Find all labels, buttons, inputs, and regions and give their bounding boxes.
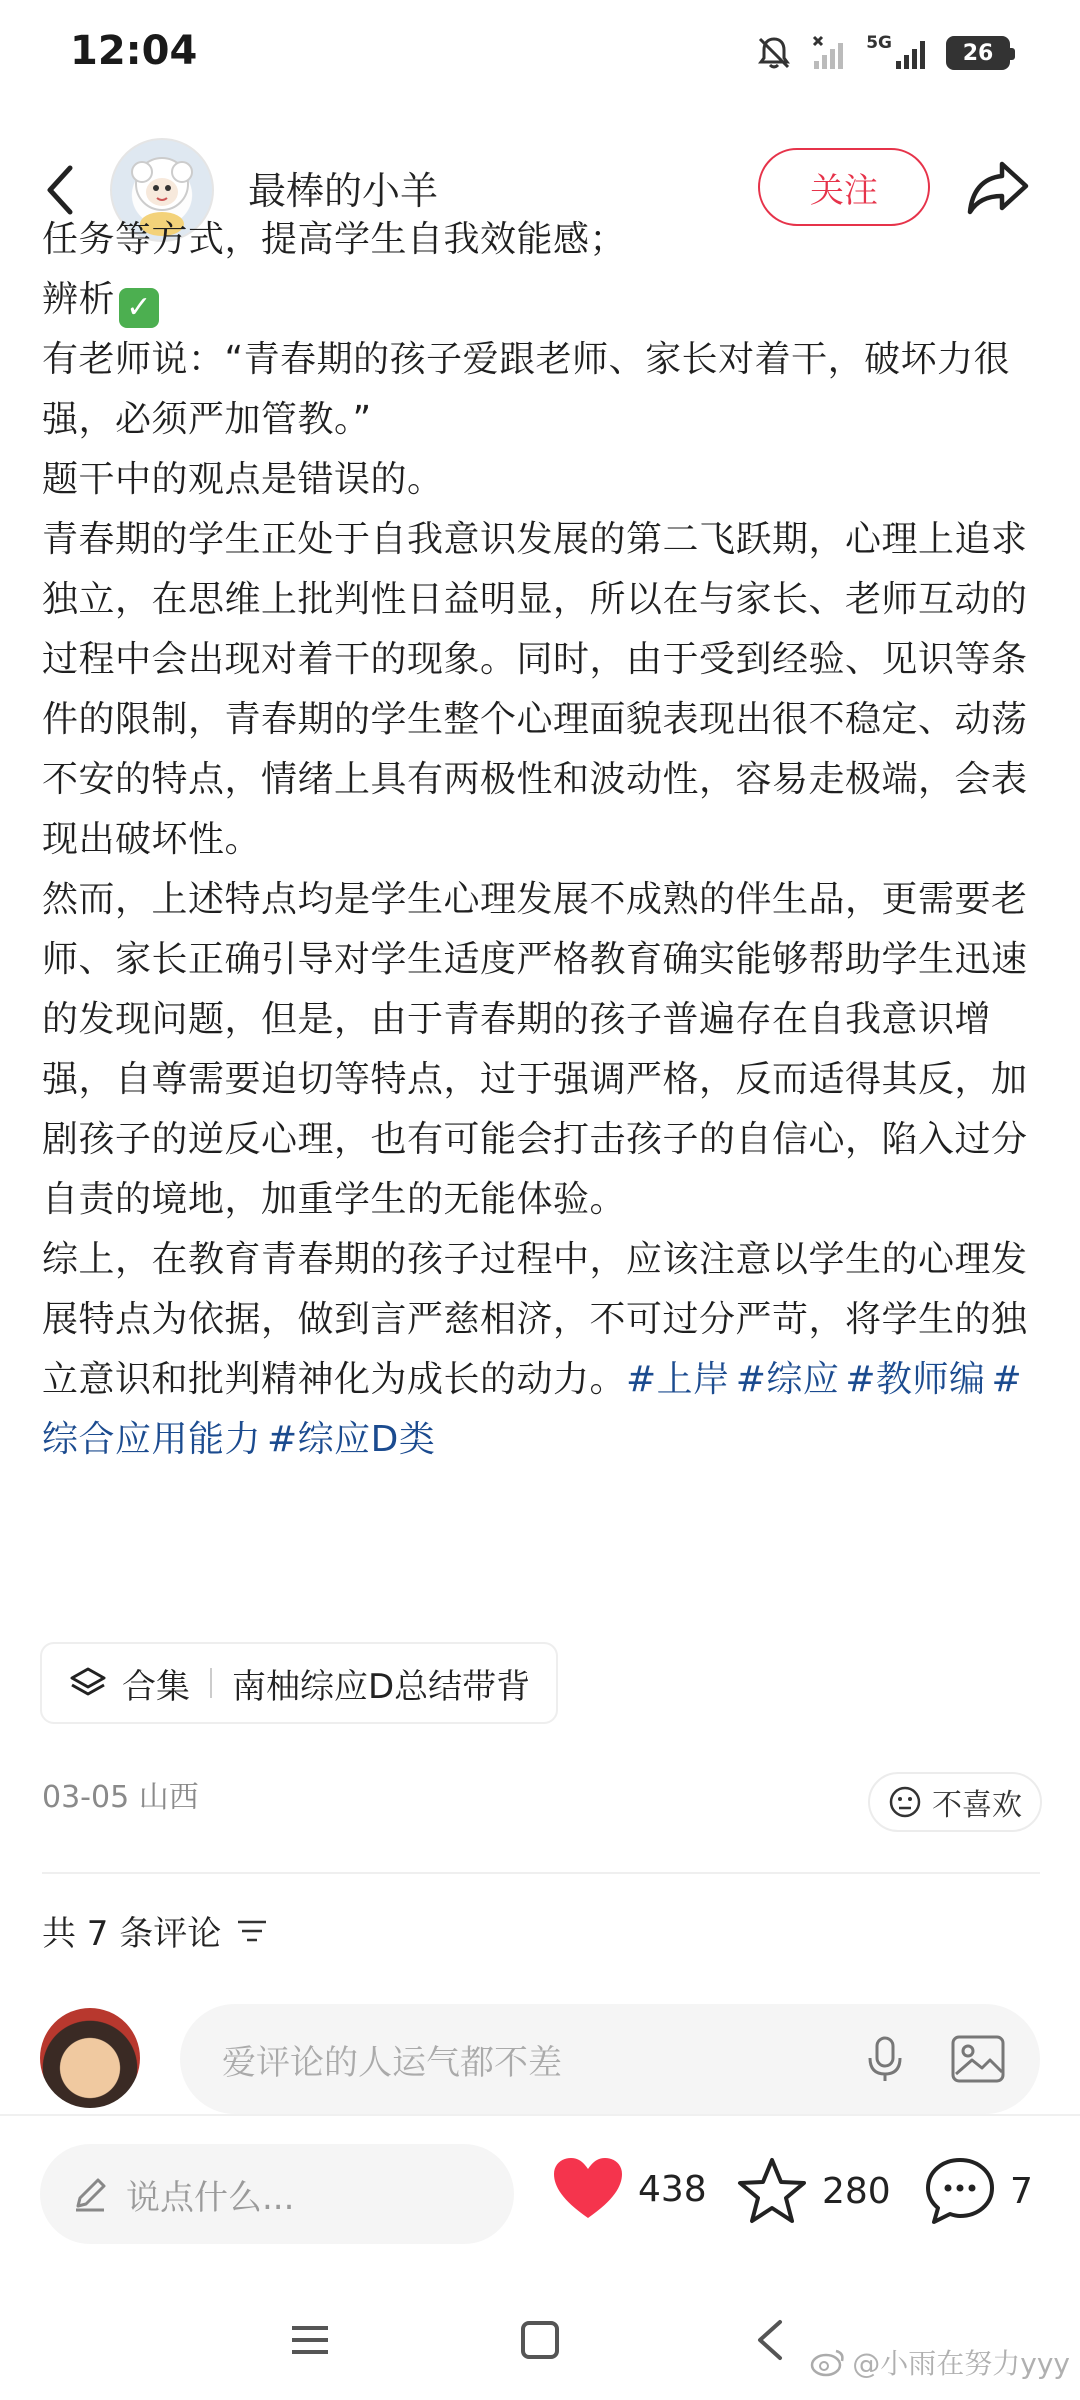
status-icons — [754, 30, 1010, 76]
home-nav-button[interactable] — [510, 2310, 570, 2370]
comment-count-header[interactable] — [42, 1906, 269, 1955]
hamburger-icon — [288, 2320, 332, 2360]
hashtag[interactable]: #综合应用能力 — [42, 1359, 1023, 1460]
action-bar — [0, 2140, 1080, 2250]
watermark — [810, 2342, 1070, 2382]
post-date-location: 03-05 山西 — [42, 1780, 199, 1815]
frown-face-icon — [888, 1785, 922, 1819]
collection-name: 南柚综应D总结带背 — [232, 1666, 531, 1707]
paragraph-quote: 有老师说：“青春期的孩子爱跟老师、家长对着干，破坏力很强，必须严加管教。” — [42, 339, 1011, 440]
mute-bell-icon — [754, 33, 794, 73]
status-time: 12:04 — [70, 28, 198, 74]
comment-count: 7 — [1010, 2170, 1033, 2212]
sort-icon — [235, 1916, 269, 1946]
collection-divider — [210, 1668, 212, 1698]
author-name[interactable]: 最棒的小羊 — [248, 169, 439, 213]
check-mark-icon: ✓ — [119, 288, 159, 328]
comment-placeholder: 爱评论的人运气都不差 — [222, 2042, 562, 2083]
dislike-label: 不喜欢 — [932, 1788, 1022, 1823]
favorite-button[interactable] — [736, 2156, 891, 2226]
collection-chip[interactable] — [40, 1642, 558, 1724]
status-bar — [0, 0, 1080, 110]
triangle-back-icon — [752, 2316, 788, 2364]
clipped-text-line — [42, 219, 1042, 270]
weibo-logo-icon — [810, 2347, 846, 2377]
divider — [42, 1872, 1040, 1874]
section-heading — [42, 270, 1042, 330]
layers-icon — [68, 1663, 108, 1703]
divider — [0, 2114, 1080, 2116]
post-content — [42, 219, 1042, 1470]
paragraph-verdict: 题干中的观点是错误的。 — [42, 459, 444, 500]
paragraph-counterpoint: 然而，上述特点均是学生心理发展不成熟的伴生品，更需要老师、家长正确引导对学生适度严格教育确实能够帮助学生迅速的发现问题，但是，由于青春期的孩子普遍存在自我意识增强，自尊需要迫切等特点，过于强调严格，反而适得其反，加剧孩子的逆反心理，也有可能会打击孩子的自信心，陷入过分自责的境地，加重学生的无能体验。 — [42, 879, 1028, 1220]
square-home-icon — [518, 2318, 562, 2362]
collection-label: 合集 — [122, 1666, 190, 1707]
pencil-icon — [70, 2174, 110, 2214]
star-icon — [736, 2156, 808, 2226]
say-something-input[interactable] — [40, 2144, 514, 2244]
image-icon[interactable] — [950, 2034, 1006, 2084]
comment-count-text: 共 7 条评论 — [42, 1914, 222, 1954]
hashtag[interactable]: #综应D类 — [267, 1419, 436, 1460]
dislike-button[interactable] — [868, 1772, 1042, 1832]
system-nav-bar — [0, 2280, 1080, 2400]
clipped-text: 任务等方式，提高学生自我效能感； — [42, 219, 627, 260]
no-signal-icon — [810, 33, 850, 73]
like-count: 438 — [638, 2168, 707, 2210]
paragraph-analysis: 青春期的学生正处于自我意识发展的第二飞跃期，心理上追求独立，在思维上批判性日益明显，所以在与家长、老师互动的过程中会出现对着干的现象。同时，由于受到经验、见识等条件的限制，青春期的学生整个心理面貌表现出很不稳定、动荡不安的特点，情绪上具有两极性和波动性，容易走极端，会表现出破坏性。 — [42, 519, 1028, 860]
follow-button[interactable]: 关注 — [758, 148, 930, 226]
conclusion-text: 综上，在教育青春期的孩子过程中，应该注意以学生的心理发展特点为依据，做到言严慈相济，不可过分严苛，将学生的独立意识和批判精神化为成长的动力。 — [42, 1239, 1028, 1400]
like-button[interactable] — [552, 2156, 707, 2222]
share-icon — [964, 156, 1032, 220]
heart-icon — [552, 2156, 624, 2222]
battery-icon: 26 — [946, 36, 1010, 70]
say-placeholder: 说点什么... — [126, 2177, 295, 2218]
heading-text: 辨析 — [42, 279, 116, 320]
hashtag[interactable]: #上岸 — [626, 1359, 730, 1400]
watermark-text: @小雨在努力yyy — [852, 2347, 1070, 2380]
comment-button[interactable] — [924, 2156, 1033, 2226]
network-type: 5G — [866, 33, 892, 53]
current-user-avatar[interactable] — [40, 2008, 140, 2108]
comment-composer — [0, 2004, 1080, 2114]
comment-bubble-icon — [924, 2156, 996, 2226]
paragraph-conclusion — [42, 1230, 1042, 1470]
microphone-icon[interactable] — [860, 2034, 910, 2084]
back-nav-button[interactable] — [740, 2310, 800, 2370]
favorite-count: 280 — [822, 2170, 891, 2212]
signal-icon — [894, 33, 930, 73]
hashtag[interactable]: #综应 — [735, 1359, 840, 1400]
menu-nav-button[interactable] — [280, 2310, 340, 2370]
share-button[interactable] — [964, 156, 1032, 220]
comment-input[interactable] — [180, 2004, 1040, 2114]
hashtag[interactable]: #教师编 — [845, 1359, 986, 1400]
